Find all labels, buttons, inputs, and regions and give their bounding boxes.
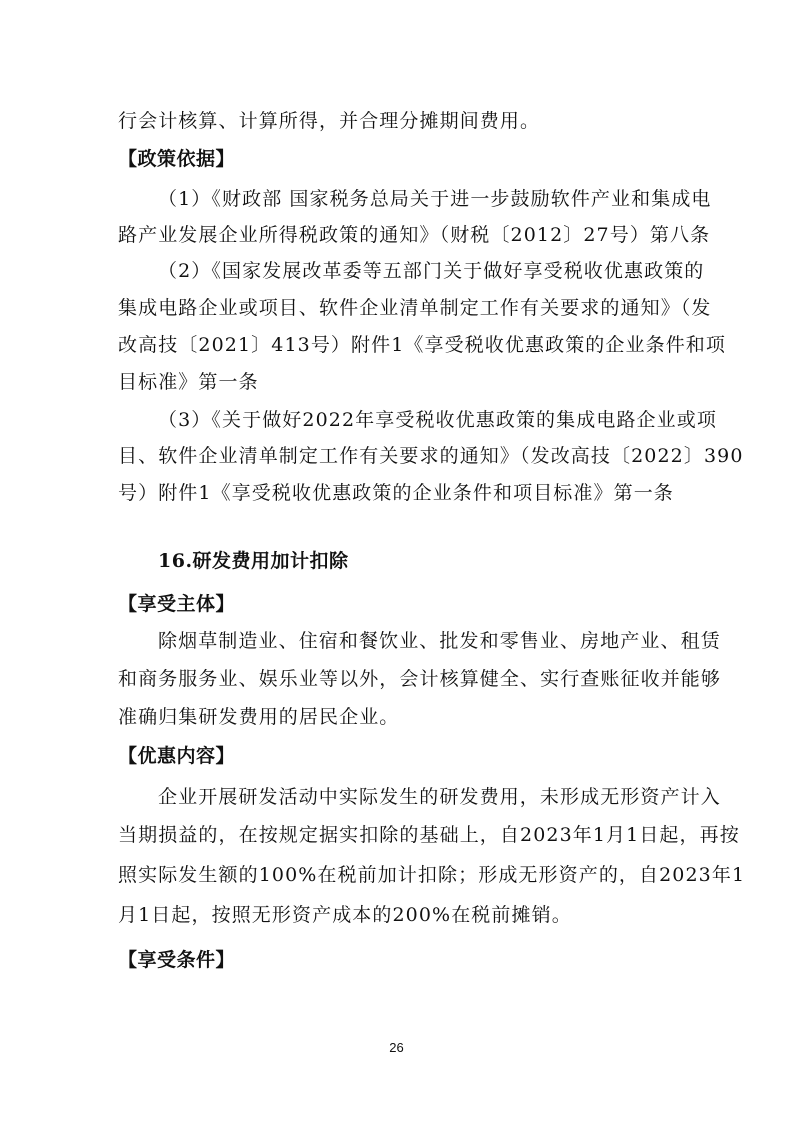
section-heading-conditions: 【享受条件】 [118, 949, 236, 971]
section-title: 16.研发费用加计扣除 [158, 550, 349, 572]
section-heading-policy-basis: 【政策依据】 [118, 148, 236, 170]
body-text-line: 改高技〔2021〕413号）附件1《享受税收优惠政策的企业条件和项 [118, 334, 727, 356]
body-text-line: 除烟草制造业、住宿和餐饮业、批发和零售业、房地产业、租赁 [158, 630, 721, 652]
body-text-line: 号）附件1《享受税收优惠政策的企业条件和项目标准》第一条 [118, 482, 674, 504]
body-text-line: 目标准》第一条 [118, 371, 259, 393]
body-text-line: （3）《关于做好2022年享受税收优惠政策的集成电路企业或项 [158, 409, 717, 431]
body-text-line: （1）《财政部 国家税务总局关于进一步鼓励软件产业和集成电 [158, 188, 712, 210]
page-number: 26 [389, 1040, 404, 1055]
body-text-line: 月1日起，按照无形资产成本的200%在税前摊销。 [118, 904, 572, 926]
body-text-line: 和商务服务业、娱乐业等以外，会计核算健全、实行查账征收并能够 [118, 668, 722, 690]
body-text-line: 行会计核算、计算所得，并合理分摊期间费用。 [118, 110, 541, 132]
body-text-line: 照实际发生额的100%在税前加计扣除；形成无形资产的，自2023年1 [118, 864, 746, 886]
body-text-line: 路产业发展企业所得税政策的通知》（财税〔2012〕27号）第八条 [118, 224, 711, 246]
body-text-line: 企业开展研发活动中实际发生的研发费用，未形成无形资产计入 [158, 786, 721, 808]
body-text-line: （2）《国家发展改革委等五部门关于做好享受税收优惠政策的 [158, 260, 705, 282]
body-text-line: 当期损益的，在按规定据实扣除的基础上，自2023年1月1日起，再按 [118, 824, 740, 846]
section-heading-beneficiary: 【享受主体】 [118, 593, 236, 615]
section-heading-benefit-content: 【优惠内容】 [118, 745, 236, 767]
body-text-line: 准确归集研发费用的居民企业。 [118, 706, 400, 728]
body-text-line: 集成电路企业或项目、软件企业清单制定工作有关要求的通知》（发 [118, 297, 712, 319]
body-text-line: 目、软件企业清单制定工作有关要求的通知》（发改高技〔2022〕390 [118, 445, 744, 467]
